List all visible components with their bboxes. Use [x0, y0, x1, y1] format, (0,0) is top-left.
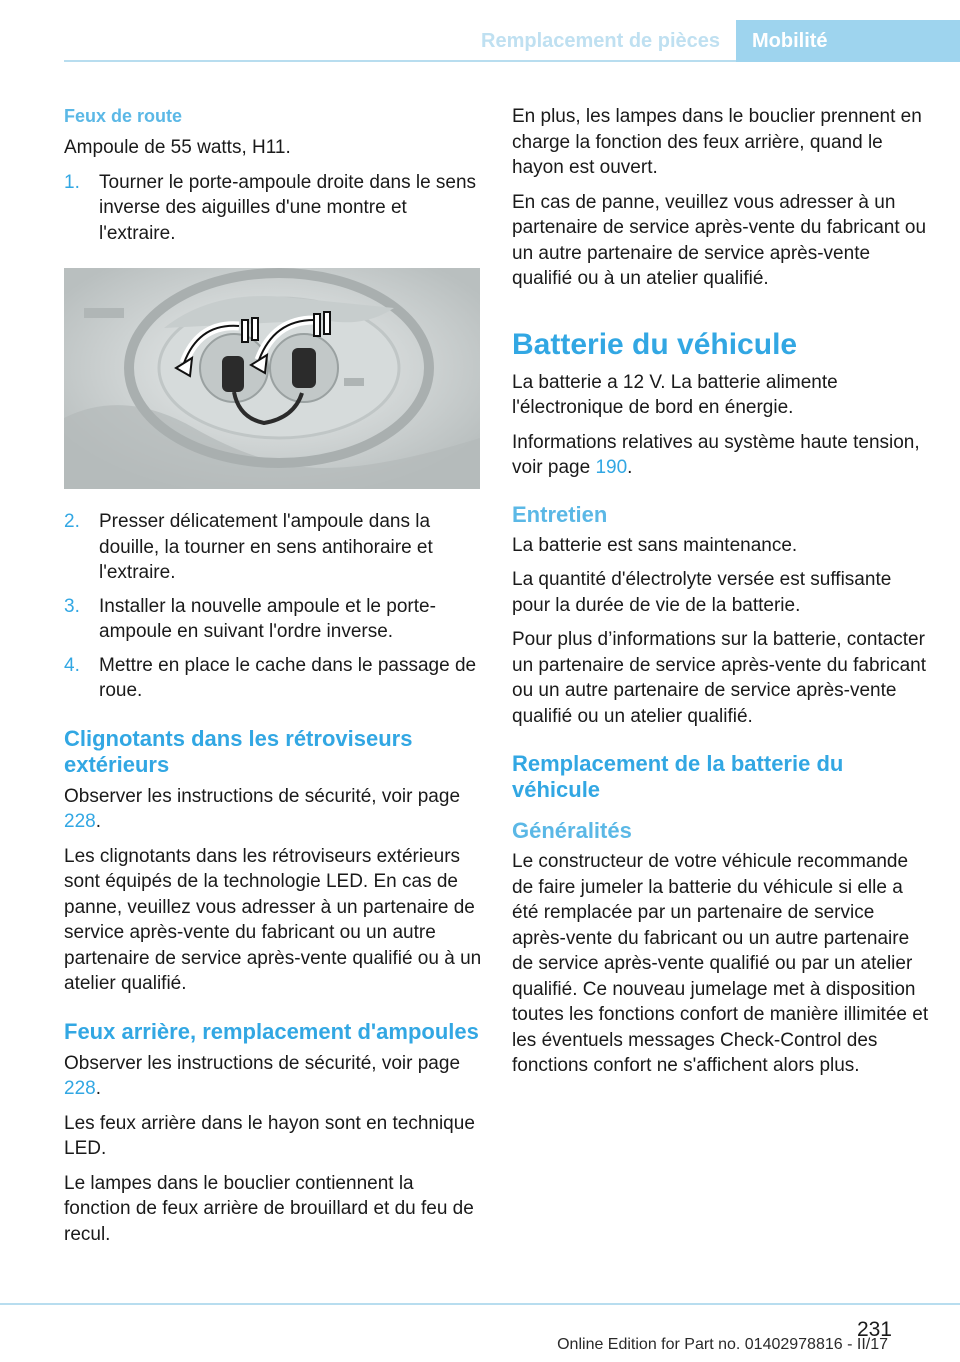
text: Observer les instructions de sécurité, voir page	[64, 1052, 461, 1074]
header-section-title: Remplacement de pièces	[481, 30, 720, 52]
clignotants-safety-ref	[64, 784, 482, 835]
step-text: Presser délicatement l'ampoule dans la douille, la tourner en sens antihoraire et l'extraire.	[99, 511, 433, 583]
page-link-228[interactable]: 228	[64, 1078, 96, 1099]
right-column	[512, 104, 932, 1088]
generalites-text: Le constructeur de votre véhicule recommande de faire jumeler la batterie du véhicule si elle a été remplacée par un partenaire de service après-vente du fabricant ou un autre partenaire de service après-vente qualifié ou par un atelier qualifié. Ce nouveau jumelage met à disposition toutes les fonctions confort de manière illimitée et les éventuels messages Check-Control des fonctions confort ne s'affichent alors plus.	[512, 851, 929, 1076]
text: Informations relatives au système haute tension, voir page	[512, 431, 920, 478]
feux-arriere-text-2: Le lampes dans le bouclier contiennent la fonction de feux arrière de brouillard et du feu de recul.	[64, 1172, 474, 1245]
feux-arriere-safety-ref	[64, 1051, 482, 1102]
batterie-text: La batterie a 12 V. La batterie alimente l'électronique de bord en énergie.	[512, 371, 838, 418]
text: .	[627, 457, 633, 478]
list-item	[64, 170, 482, 247]
step-number: 3.	[64, 595, 80, 617]
step-text: Installer la nouvelle ampoule et le porte-ampoule en suivant l'ordre inverse.	[99, 595, 436, 642]
text: .	[95, 1078, 101, 1099]
step-text: Tourner le porte-ampoule droite dans le sens inverse des aiguilles d'une montre et l'extraire.	[99, 171, 477, 244]
entretien-text-2: La quantité d'électrolyte versée est suffisante pour la durée de vie de la batterie.	[512, 569, 892, 616]
entretien-text-1: La batterie est sans maintenance.	[512, 534, 798, 556]
batterie-heading: Batterie du véhicule	[512, 327, 798, 361]
clignotants-text: Les clignotants dans les rétroviseurs extérieurs sont équipés de la technologie LED. En cas de panne, veuillez vous adresser à un partenaire de service après-vente du fabricant ou un autre partenaire de service après-vente qualifié ou à un atelier qualifié.	[64, 845, 482, 994]
feux-route-heading: Feux de route	[64, 106, 183, 126]
panne-text: En cas de panne, veuillez vous adresser à un partenaire de service après-vente du fabricant ou un autre partenaire de service après-vente qualifié ou à un atelier qualifié.	[512, 191, 927, 289]
step-number: 1.	[64, 171, 80, 193]
list-item	[64, 509, 482, 586]
haute-tension-ref	[512, 430, 932, 481]
feux-arriere-heading: Feux arrière, remplacement d'ampoules	[64, 1018, 479, 1044]
list-item	[64, 653, 482, 704]
step-number: 2.	[64, 511, 80, 532]
page-link-228[interactable]: 228	[64, 811, 96, 832]
list-item	[64, 594, 482, 645]
remplacement-batterie-heading: Remplacement de la batterie du véhicule	[512, 751, 844, 802]
text: .	[95, 811, 101, 832]
page-number: 231	[856, 1318, 892, 1341]
feux-arriere-text-1: Les feux arrière dans le hayon sont en technique LED.	[64, 1112, 475, 1159]
entretien-text-3: Pour plus d’informations sur la batterie, contacter un partenaire de service après-vente du fabricant ou un autre partenaire de service après-vente qualifié ou un atelier qualifié.	[512, 629, 927, 727]
footer-rule	[0, 1303, 960, 1305]
step-text: Mettre en place le cache dans le passage de roue.	[99, 654, 477, 701]
generalites-heading: Généralités	[512, 818, 632, 843]
edition-footer: Online Edition for Part no. 01402978816 - II/17	[557, 1336, 888, 1353]
page-link-190[interactable]: 190	[595, 457, 628, 478]
entretien-heading: Entretien	[512, 501, 608, 527]
steps-list-b	[64, 509, 482, 704]
left-column	[64, 104, 482, 1256]
feux-route-text: Ampoule de 55 watts, H11.	[64, 137, 291, 158]
clignotants-heading: Clignotants dans les rétroviseurs extérieurs	[64, 725, 413, 777]
steps-list-a	[64, 170, 482, 247]
step-number: 4.	[64, 654, 80, 676]
headlight-bulb-figure	[64, 268, 480, 489]
header-chapter-tab[interactable]: Mobilité	[736, 20, 960, 62]
headlight-bulb-illustration	[64, 268, 480, 489]
bouclier-text: En plus, les lampes dans le bouclier prennent en charge la fonction des feux arrière, quand le hayon est ouvert.	[512, 106, 922, 178]
text: Observer les instructions de sécurité, voir page	[64, 785, 461, 807]
